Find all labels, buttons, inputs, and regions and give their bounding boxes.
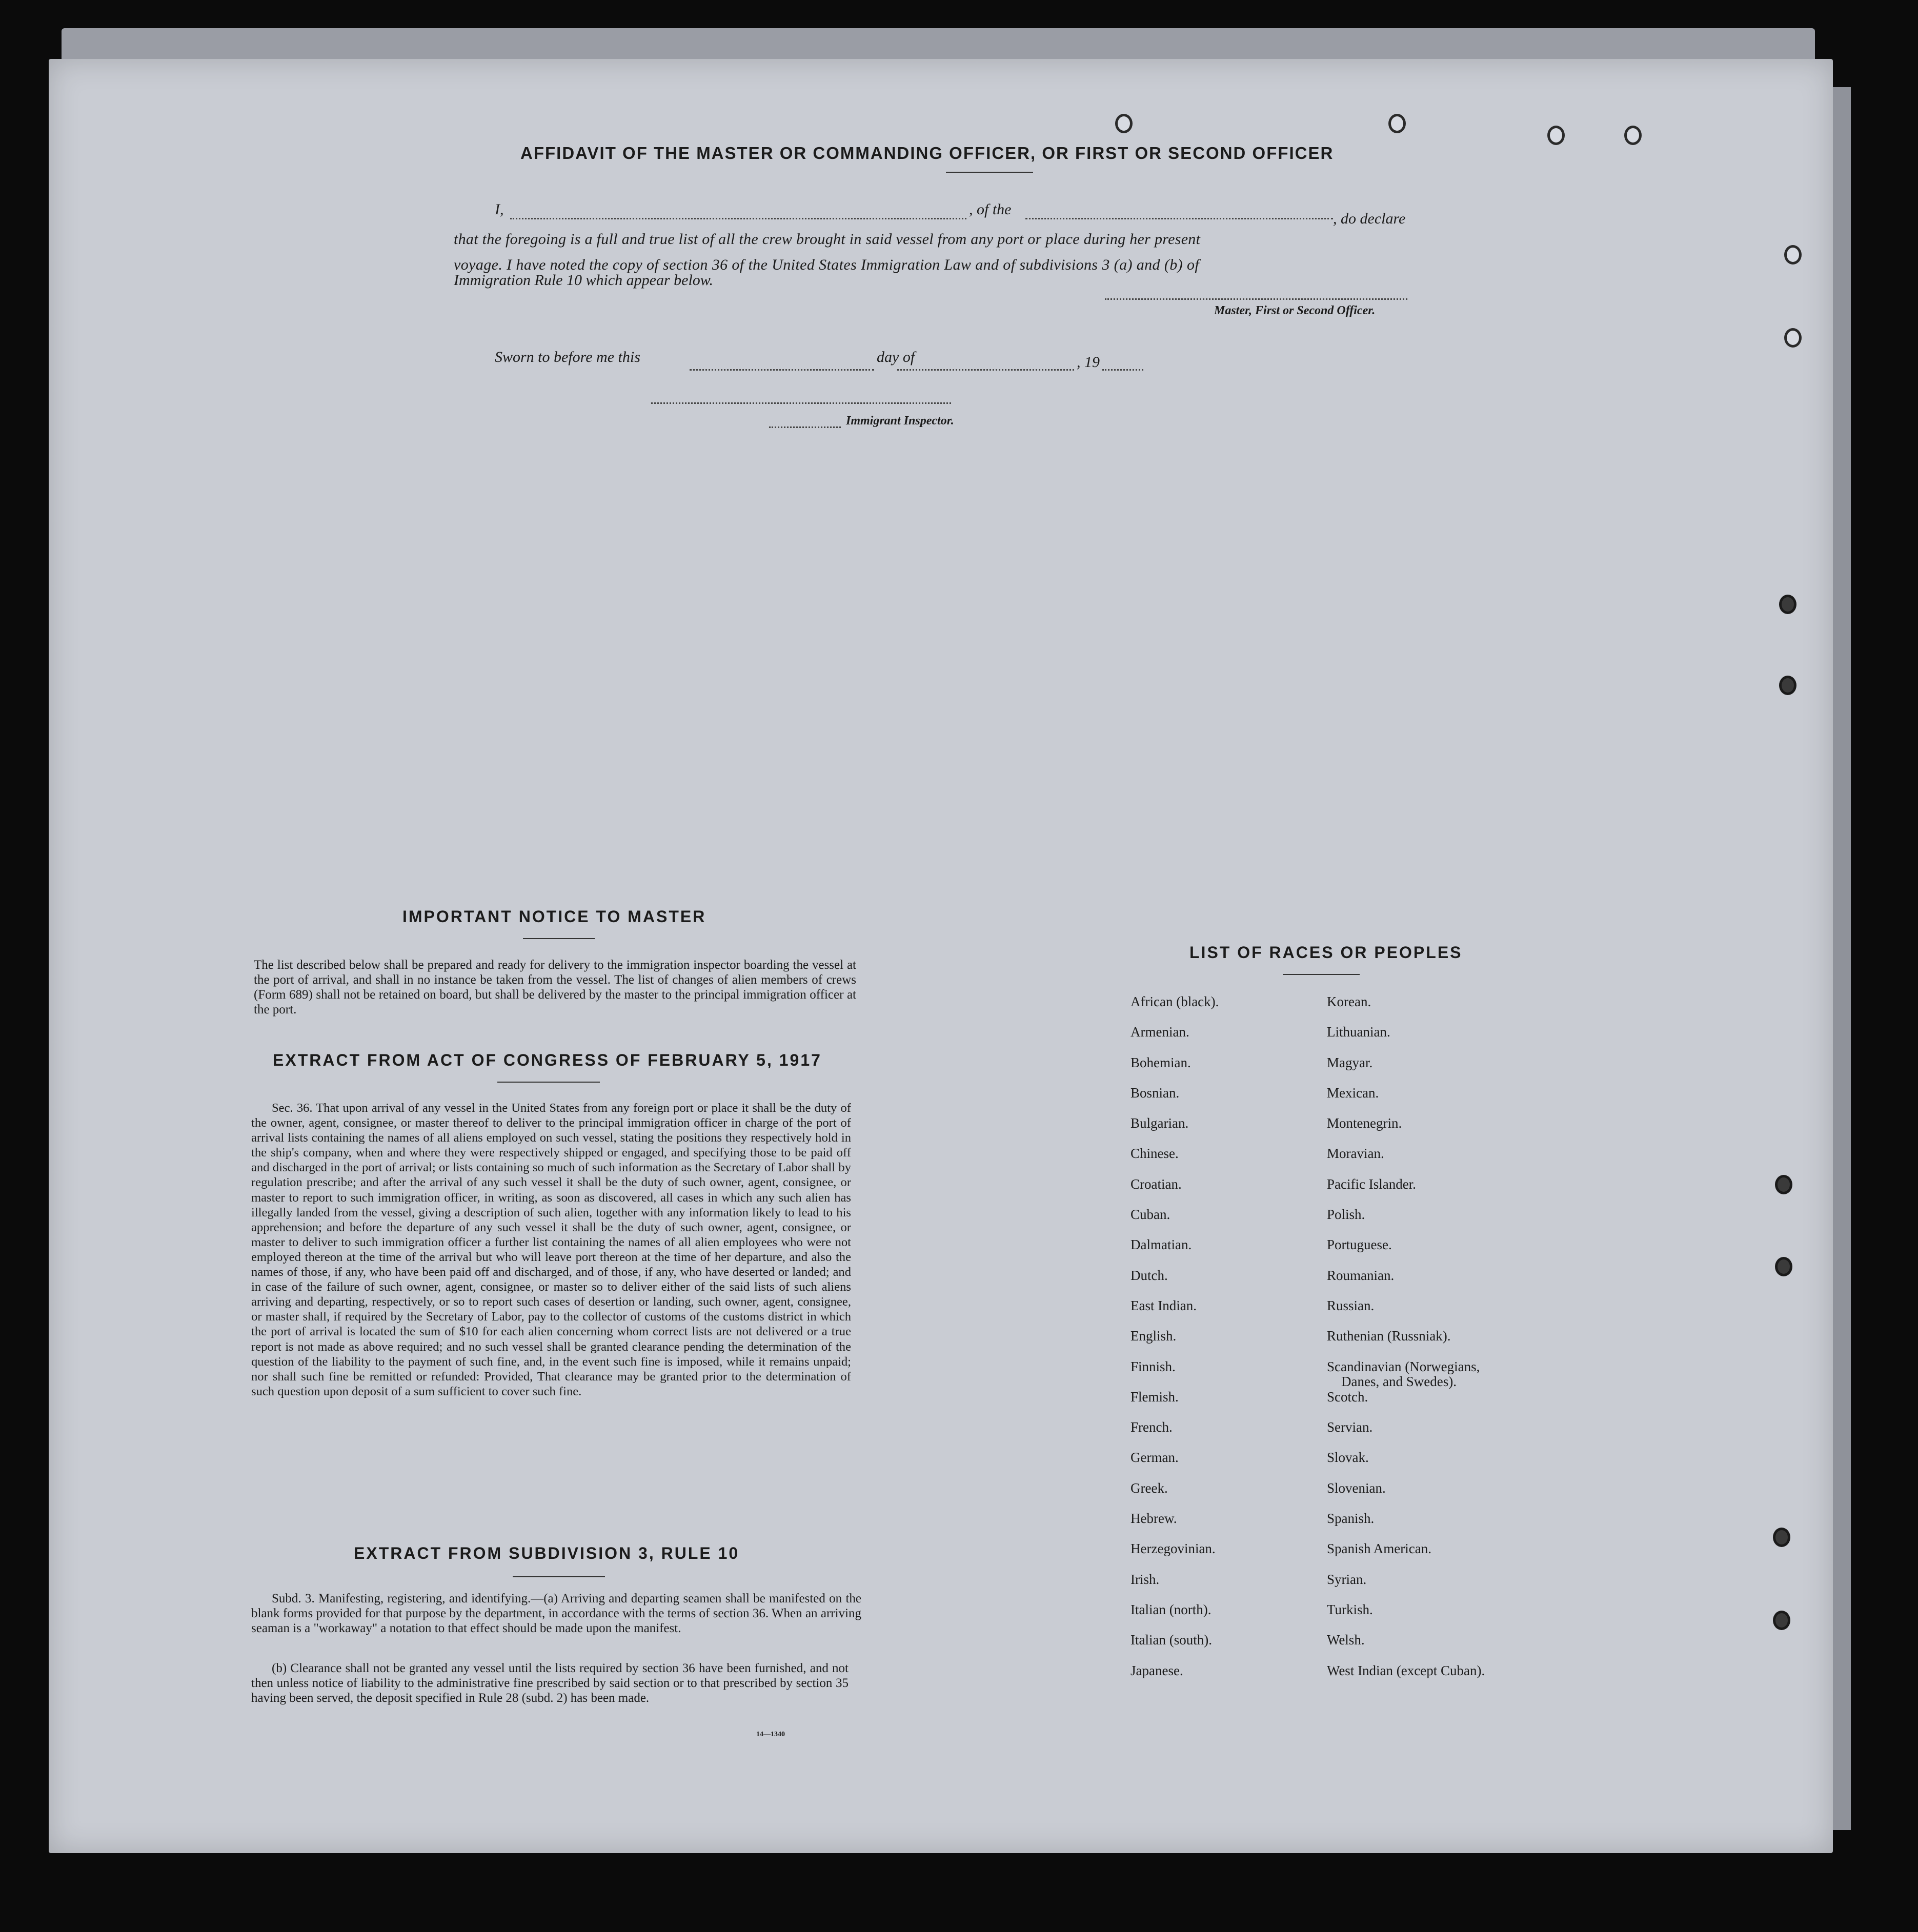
race-item: Ruthenian (Russniak). [1327, 1328, 1451, 1344]
notice-text: The list described below shall be prepared and ready for delivery to the immigration inspector boarding the vessel at the port of arrival, and shall in no instance be taken from the vessel. The list of changes of alien members of crews (Form 689) shall not be retained on board, but shall be delivered by the master to the principal immigration officer at the port. [254, 958, 856, 1016]
race-item: Servian. [1327, 1419, 1373, 1435]
race-item: Scandinavian (Norwegians, [1327, 1358, 1480, 1374]
race-item: Montenegrin. [1327, 1115, 1402, 1131]
race-item: Spanish American. [1327, 1541, 1431, 1557]
rule-extract-text-b: (b) Clearance shall not be granted any vessel until the lists required by section 36 have been furnished, and not then unless notice of liability to the administrative fine prescribed by said section or to that prescribed by section 35 having been served, the deposit specified in Rule 28 (subd. 2) has been made. [251, 1661, 849, 1705]
affidavit-i-label: I, [495, 201, 504, 218]
race-item: Lithuanian. [1327, 1024, 1390, 1040]
race-item: Korean. [1327, 994, 1371, 1009]
signature-caption: Master, First or Second Officer. [1214, 304, 1376, 317]
race-item: Polish. [1327, 1207, 1365, 1223]
signature-line [1105, 298, 1407, 300]
sworn-day-blank [690, 369, 874, 371]
race-item: Italian (north). [1130, 1601, 1212, 1617]
race-item: Mexican. [1327, 1085, 1379, 1101]
divider [523, 938, 595, 939]
race-item: Bosnian. [1130, 1085, 1180, 1101]
punch-hole-icon [1624, 126, 1642, 145]
punch-hole-icon [1784, 245, 1802, 265]
races-right-column [1327, 987, 1485, 1686]
notice-title: IMPORTANT NOTICE TO MASTER [402, 907, 706, 926]
name-blank [510, 218, 966, 219]
race-item: Chinese. [1130, 1146, 1179, 1162]
race-item: East Indian. [1130, 1297, 1197, 1313]
punch-hole-icon [1773, 1528, 1790, 1547]
race-item: Slovenian. [1327, 1480, 1386, 1496]
race-item: Portuguese. [1327, 1237, 1392, 1253]
race-item: Irish. [1130, 1571, 1160, 1587]
divider [946, 172, 1033, 173]
race-item: Italian (south). [1130, 1632, 1212, 1648]
punch-hole-icon [1775, 1257, 1792, 1276]
affidavit-title: AFFIDAVIT OF THE MASTER OR COMMANDING OFFICER, OR FIRST OR SECOND OFFICER [520, 144, 1334, 162]
race-item: Welsh. [1327, 1632, 1365, 1648]
race-item: Hebrew. [1130, 1511, 1177, 1527]
sworn-label: Sworn to before me this [495, 349, 640, 365]
affidavit-of-the-label: , of the [969, 201, 1012, 218]
race-item: Dalmatian. [1130, 1237, 1192, 1253]
race-item: Turkish. [1327, 1601, 1373, 1617]
affidavit-line-4: Immigration Rule 10 which appear below. [454, 272, 714, 289]
race-item: Syrian. [1327, 1571, 1367, 1587]
vessel-blank [1025, 218, 1333, 219]
race-item: Spanish. [1327, 1511, 1375, 1527]
punch-hole-icon [1779, 676, 1796, 695]
races-left-column [1130, 987, 1219, 1686]
race-item: Bulgarian. [1130, 1115, 1189, 1131]
punch-hole-icon [1547, 126, 1565, 145]
inspector-line-1 [651, 402, 951, 404]
race-item: Slovak. [1327, 1450, 1369, 1466]
race-item: Herzegovinian. [1130, 1541, 1216, 1557]
divider [1283, 974, 1360, 975]
punch-hole-icon [1773, 1611, 1790, 1630]
race-item: Roumanian. [1327, 1267, 1395, 1283]
punch-hole-icon [1784, 328, 1802, 348]
race-item: Flemish. [1130, 1389, 1179, 1405]
year-label: , 19 [1077, 354, 1100, 371]
races-title: LIST OF RACES OR PEOPLES [1189, 943, 1463, 962]
sworn-month-blank [897, 369, 1074, 371]
race-item: Croatian. [1130, 1176, 1182, 1192]
race-item: Cuban. [1130, 1207, 1170, 1223]
race-item: African (black). [1130, 994, 1219, 1009]
affidavit-line-3: voyage. I have noted the copy of section 36 of the United States Immigration Law and of subdivisions 3 (a) and (b) of [454, 256, 1200, 273]
punch-hole-icon [1388, 114, 1406, 133]
act-extract-title: EXTRACT FROM ACT OF CONGRESS OF FEBRUARY 5, 1917 [273, 1051, 822, 1069]
race-item: Armenian. [1130, 1024, 1189, 1040]
punch-hole-icon [1775, 1175, 1792, 1194]
day-of-label: day of [877, 349, 915, 365]
race-item: Finnish. [1130, 1358, 1176, 1374]
punch-hole-icon [1115, 114, 1133, 133]
race-item: Greek. [1130, 1480, 1168, 1496]
race-item: Russian. [1327, 1297, 1375, 1313]
rule-extract-title: EXTRACT FROM SUBDIVISION 3, RULE 10 [354, 1544, 740, 1562]
act-extract-text: Sec. 36. That upon arrival of any vessel in the United States from any foreign port or place it shall be the duty of the owner, agent, consignee, or master thereof to deliver to the principal immigration officer in charge of the port of arrival lists containing the names of all aliens employed on such vessel, stating the positions they respectively hold in the ship's company, when and where they were respectively shipped or engaged, and specifying those to be paid off and discharged in the port of arrival; or lists containing so much of such information as the Secretary of Labor shall by regulation prescribe; and after the arrival of any such vessel it shall be the duty of such owner, agent, consignee, or master to report to such immigration officer, in writing, as soon as discovered, all cases in which any such alien has illegally landed from the vessel, giving a description of such alien, together with any information likely to lead to his apprehension; and before the departure of any such vessel it shall be the duty of such owner, agent, consignee, or master to deliver to such immigration officer a further list containing the names of all alien employees who were not employed thereon at the time of the arrival but who will leave port thereon at the time of her departure, and also the names of those, if any, who have been paid off and discharged, and of those, if any, who have deserted or landed; and in case of the failure of such owner, agent, consignee, or master so to deliver either of the said lists of such aliens arriving and departing, respectively, or so to report such cases of desertion or landing, such owner, agent, consignee, or master shall, if required by the Secretary of Labor, pay to the collector of customs of the customs district in which the port of arrival is located the sum of $10 for each alien concerning whom correct lists are not delivered or a true report is not made as above required; and no such vessel shall be granted clearance pending the determination of the question of the liability to the payment of such fine, and, in the event such fine is imposed, while it remains unpaid; nor shall such fine be remitted or refunded: Provided, That clearance may be granted prior to the determination of such question upon deposit of a sum sufficient to cover such fine. [251, 1101, 851, 1398]
race-item-continuation: Danes, and Swedes). [1341, 1374, 1457, 1389]
rule-extract-text-a: Subd. 3. Manifesting, registering, and identifying.—(a) Arriving and departing seamen shall be manifested on the blank forms provided for that purpose by the department, in accordance with the terms of section 36. When an arriving seaman is a "workaway" a notation to that effect should be made upon the manifest. [251, 1592, 861, 1635]
divider [497, 1082, 600, 1083]
divider [513, 1576, 605, 1577]
race-item: Japanese. [1130, 1662, 1183, 1678]
race-item: Pacific Islander. [1327, 1176, 1416, 1192]
inspector-caption: Immigrant Inspector. [846, 414, 954, 428]
affidavit-declare-label: , do declare [1333, 210, 1406, 227]
inspector-line-2 [769, 426, 841, 428]
race-item: Dutch. [1130, 1267, 1168, 1283]
race-item: Scotch. [1327, 1389, 1368, 1405]
race-item: French. [1130, 1419, 1173, 1435]
race-item: West Indian (except Cuban). [1327, 1662, 1485, 1678]
race-item: German. [1130, 1450, 1179, 1466]
race-item: Moravian. [1327, 1146, 1384, 1162]
race-item: Bohemian. [1130, 1054, 1191, 1070]
punch-hole-icon [1779, 595, 1796, 614]
document-page [49, 59, 1833, 1853]
race-item: Magyar. [1327, 1054, 1373, 1070]
affidavit-line-2: that the foregoing is a full and true list of all the crew brought in said vessel from any port or place during her present [454, 231, 1201, 248]
race-item: English. [1130, 1328, 1177, 1344]
year-blank [1102, 369, 1143, 371]
form-number: 14—1340 [756, 1731, 785, 1738]
